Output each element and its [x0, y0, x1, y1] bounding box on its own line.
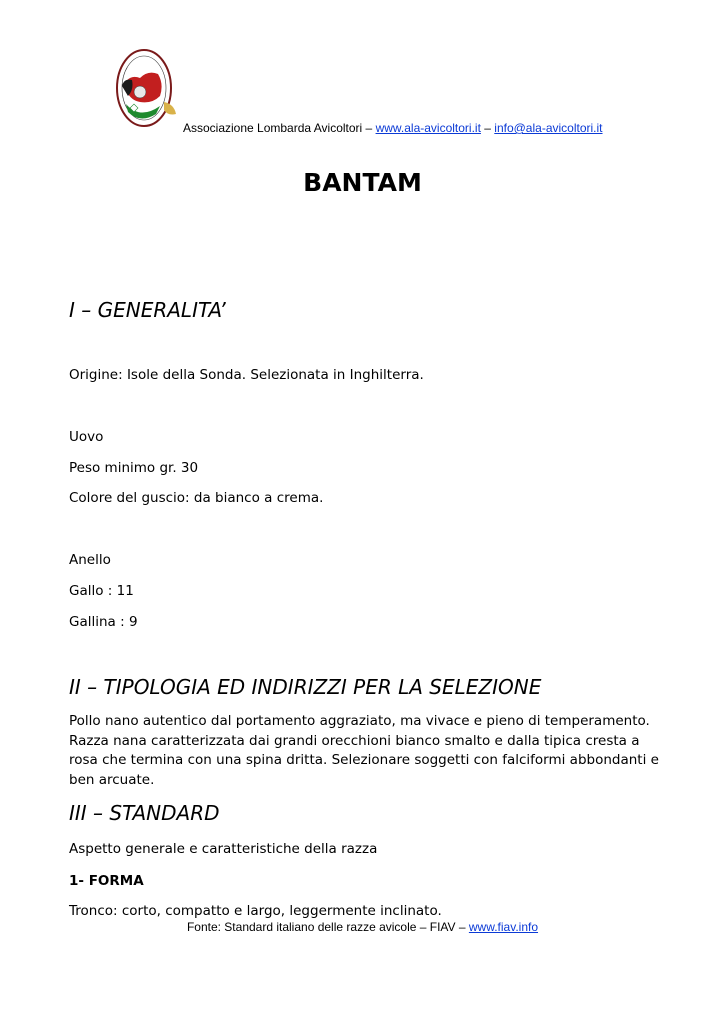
tipologia-paragraph: Pollo nano autentico dal portamento aggraziato, ma vivace e pieno di temperamento. Razza nana caratterizzata dai grandi orecchioni bianco smalto e dalla tipica cresta a rosa che termina con una spina dritta. Selezionare soggetti con falciformi abbondanti e ben arcuate. — [69, 713, 659, 788]
ring-hen: Gallina : 9 — [69, 614, 138, 630]
website-link[interactable]: www.ala-avicoltori.it — [375, 121, 481, 135]
trunk-text: Tronco: corto, compatto e largo, leggermente inclinato. — [69, 903, 442, 919]
egg-label: Uovo — [69, 429, 104, 445]
header-separator: – — [480, 121, 495, 135]
association-emblem-icon — [110, 44, 184, 134]
header-line — [183, 121, 603, 135]
ring-rooster: Gallo : 11 — [69, 583, 134, 599]
section-heading-standard: III – STANDARD — [69, 801, 220, 825]
email-link[interactable]: info@ala-avicoltori.it — [494, 121, 603, 135]
section-heading-generalita: I – GENERALITA’ — [69, 298, 226, 322]
footer-source-text: Fonte: Standard italiano delle razze avicole – FIAV – — [186, 920, 469, 934]
forma-subheading: 1- FORMA — [69, 873, 144, 889]
section-heading-tipologia: II – TIPOLOGIA ED INDIRIZZI PER LA SELEZIONE — [69, 675, 542, 699]
standard-subtitle: Aspetto generale e caratteristiche della razza — [69, 841, 378, 857]
organization-name: Associazione Lombarda Avicoltori – — [183, 121, 376, 135]
egg-weight: Peso minimo gr. 30 — [69, 460, 199, 476]
footer-link[interactable]: www.fiav.info — [468, 920, 539, 934]
ring-label: Anello — [69, 552, 111, 568]
origin-text: Origine: Isole della Sonda. Selezionata in Inghilterra. — [69, 367, 424, 383]
egg-shell-color: Colore del guscio: da bianco a crema. — [69, 490, 324, 506]
document-title: BANTAM — [303, 168, 422, 197]
footer — [0, 920, 725, 934]
